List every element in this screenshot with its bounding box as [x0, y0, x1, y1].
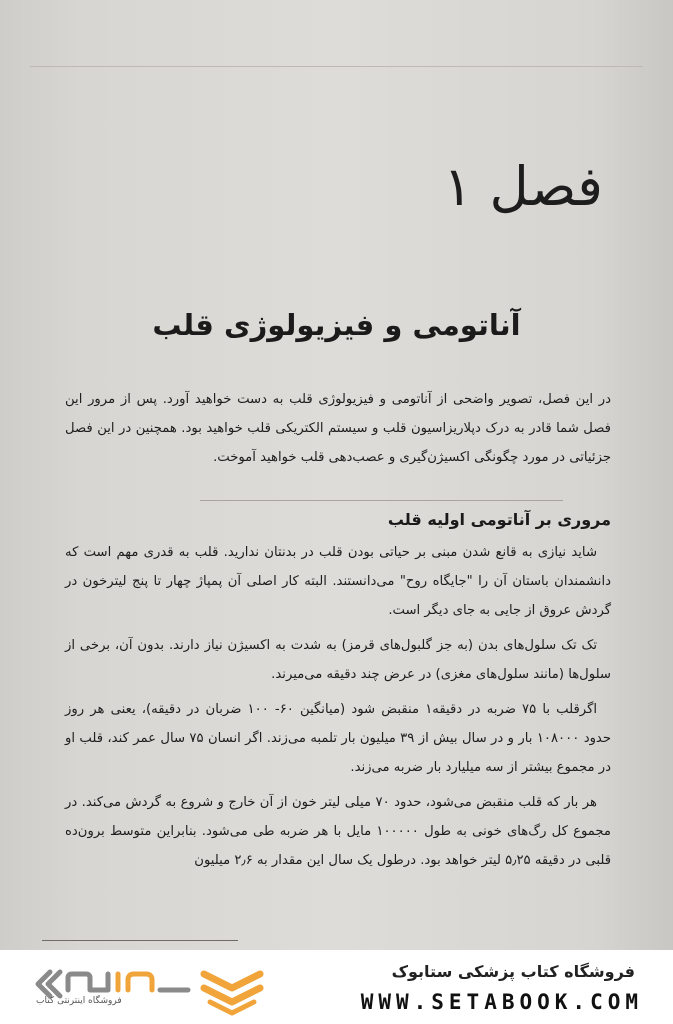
- store-url: WWW.SETABOOK.COM: [360, 990, 643, 1014]
- body-paragraph: هر بار که قلب منقبض می‌شود، حدود ۷۰ میلی لیتر خون از آن خارج و شروع به گردش می‌کند. در مجموع کل رگ‌های خونی به طول ۱۰۰۰۰۰ مایل با هر ضربه طی می‌شود. بنابراین متوسط برون‌ده قلبی در دقیقه ۵٫۲۵ لیتر خواهد بود. درطول یک سال این مقدار به ۲٫۶ میلیون: [65, 795, 611, 868]
- chapter-title: آناتومی و فیزیولوژی قلب: [152, 308, 521, 342]
- logo-tagline: فروشگاه اینترنتی کتاب: [36, 996, 122, 1006]
- intro-paragraph: در این فصل، تصویر واضحی از آناتومی و فیزیولوژی قلب به دست خواهید آورد. پس از مرور این فصل شما قادر به درک دپلاریزاسیون قلب و سیستم الکتریکی قلب خواهید بود. همچنین در این فصل جزئیاتی در مورد چگونگی اکسیژن‌گیری و عصب‌دهی قلب خواهید آموخت.: [65, 392, 611, 465]
- chapter-label: فصل ۱: [443, 155, 603, 218]
- section-body: [65, 538, 611, 881]
- footnote-rule: [42, 940, 238, 941]
- body-paragraph: شاید نیازی به قانع شدن مبنی بر حیاتی بودن قلب در بدنتان ندارید. قلب به قدری مهم است که دانشمندان باستان آن را "جایگاه روح" می‌دانستند. البته کار اصلی آن پمپاژ چهار تا پنج لیترخون در گردش عروق از جایی به جای دیگر است.: [65, 545, 611, 618]
- store-footer: [0, 950, 673, 1024]
- section-heading: مروری بر آناتومی اولیه قلب: [387, 510, 611, 529]
- intro-divider: [200, 500, 563, 501]
- body-paragraph: اگرقلب با ۷۵ ضربه در دقیقه۱ منقبض شود (میانگین ۶۰- ۱۰۰ ضربان در دقیقه)، یعنی هر روز حدود ۱۰۸۰۰۰ بار و در سال بیش از ۳۹ میلیون بار تلمبه می‌زند. اگر انسان ۷۵ سال عمر کند، قلب او در مجموع بیشتر از سه میلیارد بار ضربه می‌زند.: [65, 702, 612, 775]
- header-rule: [30, 66, 643, 67]
- store-name: فروشگاه کتاب پزشکی ستابوک: [391, 962, 635, 981]
- setabook-logo: [28, 962, 268, 1018]
- body-paragraph: تک تک سلول‌های بدن (به جز گلبول‌های قرمز) به شدت به اکسیژن نیاز دارند. بدون آن، برخی از سلول‌ها (مانند سلول‌های مغزی) در عرض چند دقیقه می‌میرند.: [65, 638, 611, 682]
